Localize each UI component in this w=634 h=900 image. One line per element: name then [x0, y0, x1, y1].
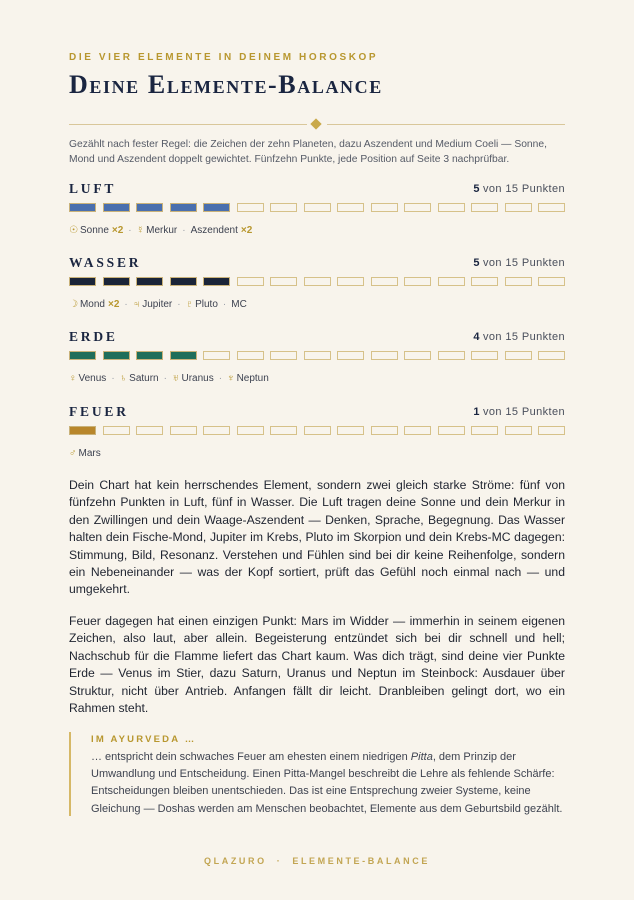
- planet-item: [133, 299, 173, 310]
- points-bar: [69, 426, 565, 436]
- point-cell-filled: [69, 277, 96, 286]
- planet-name: MC: [231, 299, 247, 310]
- planet-separator: ·: [163, 373, 167, 384]
- point-cell-empty: [337, 203, 364, 212]
- planet-item: [191, 225, 253, 236]
- planet-glyph-icon: ♅: [171, 373, 180, 384]
- point-cell-empty: [471, 426, 498, 435]
- element-name: ERDE: [69, 329, 118, 344]
- planet-item: [69, 448, 101, 459]
- element-points-count: [473, 331, 565, 343]
- planet-item: [186, 299, 218, 310]
- point-cell-empty: [371, 203, 398, 212]
- planet-separator: ·: [222, 299, 227, 310]
- point-cell-empty: [337, 426, 364, 435]
- point-cell-empty: [538, 203, 565, 212]
- planet-glyph-icon: ♄: [119, 373, 128, 384]
- point-cell-empty: [304, 277, 331, 286]
- planet-glyph-icon: ☿: [136, 225, 145, 236]
- point-cell-empty: [203, 426, 230, 435]
- planet-list: [69, 299, 247, 310]
- planet-glyph-icon: ♆: [227, 373, 235, 384]
- element-points-count: [473, 406, 565, 418]
- point-cell-empty: [471, 203, 498, 212]
- point-cell-empty: [505, 351, 532, 360]
- ayurveda-label: IM AYURVEDA …: [91, 734, 197, 745]
- element-header: [69, 255, 565, 275]
- points-bar: [69, 351, 565, 361]
- points-bar: [69, 277, 565, 287]
- element-row-erde: [69, 329, 565, 384]
- planet-item: [137, 225, 178, 236]
- ornamental-divider: [69, 118, 565, 132]
- element-points-count: [473, 183, 565, 195]
- point-cell-empty: [371, 277, 398, 286]
- point-cell-filled: [203, 277, 230, 286]
- ayurveda-text-before: … entspricht dein schwaches Feuer am ehesten einem niedrigen: [91, 751, 411, 763]
- planet-item: [69, 299, 119, 310]
- planet-separator: ·: [128, 225, 132, 236]
- planet-item: [231, 299, 247, 310]
- page-eyebrow: DIE VIER ELEMENTE IN DEINEM HOROSKOP: [69, 52, 379, 63]
- element-header: [69, 329, 565, 349]
- element-points-suffix: von 15 Punkten: [482, 183, 565, 195]
- point-cell-filled: [69, 203, 96, 212]
- planet-name: Mars: [78, 448, 101, 459]
- planet-name: Uranus: [181, 373, 214, 384]
- ayurveda-text-after: , dem Prinzip der Umwandlung und Entscheidung. Einen Pitta-Mangel beschreibt die Lehre als fehlende Schärfe: Entscheidungen bleiben unentschieden. Das ist eine Entsprechung zweier Systeme, keine Gleichung — Doshas werden am Menschen beobachtet, Elemente aus dem Geburtsbild gezählt.: [91, 751, 563, 815]
- planet-glyph-icon: ♃: [132, 299, 141, 310]
- planet-name: Sonne: [79, 225, 109, 236]
- planet-weight-multiplier: ×2: [240, 225, 253, 236]
- element-name: WASSER: [69, 255, 142, 270]
- point-cell-filled: [136, 277, 163, 286]
- element-points-suffix: von 15 Punkten: [482, 331, 565, 343]
- point-cell-empty: [237, 203, 264, 212]
- element-points-value: 5: [473, 257, 480, 269]
- planet-separator: ·: [111, 373, 115, 384]
- point-cell-empty: [505, 426, 532, 435]
- footer-section: ELEMENTE-BALANCE: [292, 856, 430, 866]
- point-cell-empty: [270, 203, 297, 212]
- point-cell-empty: [438, 203, 465, 212]
- divider-line-right: [327, 124, 565, 125]
- planet-name: Mond: [79, 299, 105, 310]
- planet-list: [69, 225, 252, 236]
- point-cell-filled: [136, 203, 163, 212]
- planet-glyph-icon: ☽: [69, 299, 78, 310]
- ayurveda-text: [91, 749, 567, 818]
- diamond-icon: [310, 118, 321, 129]
- point-cell-empty: [270, 351, 297, 360]
- point-cell-empty: [438, 426, 465, 435]
- planet-name: Pluto: [195, 299, 218, 310]
- point-cell-empty: [404, 277, 431, 286]
- planet-name: Saturn: [129, 373, 159, 384]
- point-cell-empty: [237, 277, 264, 286]
- element-row-luft: [69, 181, 565, 236]
- planet-name: Jupiter: [142, 299, 173, 310]
- point-cell-empty: [505, 203, 532, 212]
- element-points-value: 5: [473, 183, 480, 195]
- point-cell-empty: [538, 351, 565, 360]
- planet-item: [69, 225, 123, 236]
- point-cell-empty: [538, 277, 565, 286]
- point-cell-empty: [404, 203, 431, 212]
- element-points-suffix: von 15 Punkten: [482, 257, 565, 269]
- point-cell-filled: [103, 351, 130, 360]
- intro-text: Gezählt nach fester Regel: die Zeichen der zehn Planeten, dazu Aszendent und Medium Coeli — Sonne, Mond und Aszendent doppelt gewichtet. Fünfzehn Punkte, jede Position auf Seite 3 nachprüfbar.: [69, 139, 547, 165]
- divider-line-left: [69, 124, 307, 125]
- planet-name: Merkur: [146, 225, 178, 236]
- point-cell-empty: [538, 426, 565, 435]
- point-cell-empty: [337, 351, 364, 360]
- element-points-suffix: von 15 Punkten: [482, 406, 565, 418]
- element-header: [69, 181, 565, 201]
- point-cell-empty: [237, 351, 264, 360]
- planet-weight-multiplier: ×2: [111, 225, 124, 236]
- element-points-value: 1: [473, 406, 480, 418]
- body-paragraph-2: Feuer dagegen hat einen einzigen Punkt: Mars im Widder — immerhin in seinem eigenen Zeichen, also laut, aber allein. Begeisterung entzündet sich bei dir schnell und hell; Nachschub für die Flamme liefert das Chart kaum. Was dich trägt, sind deine vier Punkte Erde — Venus im Stier, dazu Saturn, Uranus und Neptun im Steinbock: Ausdauer über Struktur, nicht über Antrieb. Anfangen fällt dir leicht. Dranbleiben gelingt dort, wo ein Rahmen steht.: [69, 614, 565, 716]
- point-cell-empty: [270, 426, 297, 435]
- point-cell-empty: [471, 351, 498, 360]
- point-cell-filled: [170, 277, 197, 286]
- planet-separator: ·: [218, 373, 223, 384]
- planet-list: [69, 373, 269, 384]
- planet-item: [227, 373, 269, 384]
- ayurveda-callout: [69, 732, 567, 816]
- point-cell-empty: [103, 426, 130, 435]
- point-cell-empty: [404, 426, 431, 435]
- body-paragraph-1: Dein Chart hat kein herrschendes Element, sondern zwei gleich starke Ströme: fünf von fünfzehn Punkten in Luft, fünf in Wasser. Die Luft tragen deine Sonne und dein Merkur in den Zwillingen und dein Waage-Aszendent — Denken, Sprache, Begegnung. Das Wasser halten dein Fische-Mond, Jupiter im Krebs, Pluto im Skorpion und dein Krebs-MC dagegen: Stimmung, Bild, Resonanz. Verstehen und Fühlen sind bei dir keine Reihenfolge, sondern ein Nebeneinander — was der Kopf sortiert, prüft das Gefühl noch einmal nach — und umgekehrt.: [69, 478, 565, 597]
- element-name: FEUER: [69, 404, 129, 419]
- point-cell-empty: [203, 351, 230, 360]
- planet-separator: ·: [124, 299, 128, 310]
- points-bar: [69, 203, 565, 213]
- point-cell-filled: [203, 203, 230, 212]
- planet-item: [69, 373, 106, 384]
- point-cell-filled: [69, 351, 96, 360]
- point-cell-filled: [170, 351, 197, 360]
- planet-separator: ·: [182, 225, 186, 236]
- planet-name: Aszendent: [190, 225, 238, 236]
- planet-weight-multiplier: ×2: [107, 299, 120, 310]
- point-cell-empty: [304, 203, 331, 212]
- page-title: Deine Elemente-Balance: [69, 70, 383, 99]
- planet-item: [172, 373, 214, 384]
- planet-glyph-icon: ♇: [185, 299, 194, 310]
- element-points-value: 4: [473, 331, 480, 343]
- footer-brand: QLAZURO: [204, 856, 267, 866]
- planet-glyph-icon: ♀: [69, 373, 77, 384]
- element-name: LUFT: [69, 181, 117, 196]
- point-cell-filled: [103, 277, 130, 286]
- point-cell-empty: [304, 426, 331, 435]
- planet-separator: ·: [177, 299, 181, 310]
- point-cell-empty: [505, 277, 532, 286]
- element-row-wasser: [69, 255, 565, 310]
- element-row-feuer: [69, 404, 565, 459]
- element-points-count: [473, 257, 565, 269]
- element-header: [69, 404, 565, 424]
- planet-list: [69, 448, 101, 459]
- point-cell-empty: [337, 277, 364, 286]
- point-cell-empty: [170, 426, 197, 435]
- footer-separator: ·: [276, 856, 283, 866]
- planet-name: Neptun: [236, 373, 269, 384]
- ayurveda-text-em: Pitta: [410, 751, 433, 763]
- point-cell-empty: [471, 277, 498, 286]
- point-cell-empty: [136, 426, 163, 435]
- point-cell-filled: [170, 203, 197, 212]
- point-cell-empty: [438, 351, 465, 360]
- point-cell-filled: [69, 426, 96, 435]
- point-cell-empty: [304, 351, 331, 360]
- point-cell-empty: [270, 277, 297, 286]
- point-cell-filled: [103, 203, 130, 212]
- planet-glyph-icon: ☉: [69, 225, 78, 236]
- planet-item: [120, 373, 159, 384]
- point-cell-empty: [371, 426, 398, 435]
- point-cell-filled: [136, 351, 163, 360]
- planet-glyph-icon: ♂: [69, 448, 77, 459]
- point-cell-empty: [237, 426, 264, 435]
- planet-name: Venus: [78, 373, 107, 384]
- point-cell-empty: [438, 277, 465, 286]
- page-footer: [0, 856, 634, 866]
- point-cell-empty: [371, 351, 398, 360]
- point-cell-empty: [404, 351, 431, 360]
